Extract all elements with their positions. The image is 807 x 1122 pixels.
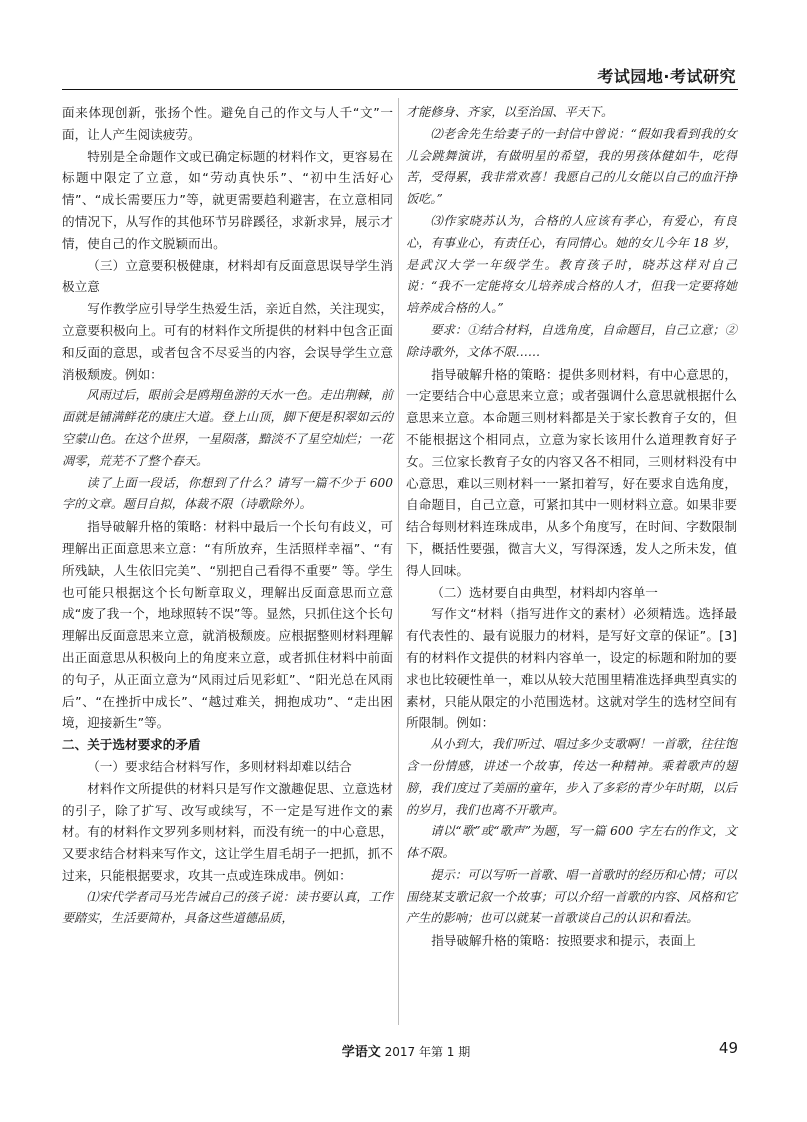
quoted-material: ⑵老舍先生给妻子的一封信中曾说：“假如我看到我的女儿会跳舞演讲，有做明星的希望，我的男孩体健如牛，吃得苦，受得累，我非常欢喜！我愿自己的儿女能以自己的血汗挣饭吃。” [406,126,737,207]
quoted-material: 从小到大，我们听过、唱过多少支歌啊！一首歌，往往饱含一份情感，讲述一个故事，传达一种精神。乘着歌声的翅膀，我们度过了美丽的童年，步入了多彩的青少年时期，以后的岁月，我们也离不开歌声。 [406,737,737,817]
quoted-material: ⑶作家晓苏认为，合格的人应该有孝心，有爱心，有良心，有事业心，有责任心，有同情心。她的女儿今年 18 岁，是武汉大学一年级学生。教育孩子时，晓苏这样对自己说：“我不一定能将女儿培养成合格的人才，但我一定要将她培养成合格的人。” [406,213,737,316]
quoted-prompt: 请以“歌”或“歌声”为题，写一篇 600 字左右的作文，文体不限。 [406,824,737,861]
subheading: （三）立意要积极健康，材料却有反面意思误导学生消极立意 [62,257,393,295]
paragraph: 写作教学应引导学生热爱生活，亲近自然，关注现实，立意要积极向上。可有的材料作文所提供的材料中包含正面和反面的意思，或者包含不尽妥当的内容，会误导学生立意消极颓废。例如： [62,301,393,382]
quoted-hint: 提示：可以写听一首歌、唱一首歌时的经历和心情；可以围绕某支歌记叙一个故事；可以介绍一首歌的内容、风格和它产生的影响；也可以就某一首歌谈自己的认识和看法。 [406,867,737,926]
quoted-material: 才能修身、齐家，以至治国、平天下。 [406,105,614,119]
subheading: （二）选材要自由典型，材料却内容单一 [431,584,658,600]
section-heading: 二、关于选材要求的矛盾 [62,737,201,753]
paragraph: 写作文“材料（指写进作文的素材）必须精选。选择最有代表性的、最有说服力的材料，是写好文章的保证”。[3] 有的材料作文提供的材料内容单一，设定的标题和附加的要求也比较硬性单一，难以从较大范围里精准选择典型真实的素材，只能从限定的小范围选材。这就对学生的选材空间有所限制。例如： [406,606,737,731]
journal-section-header: 考试园地·考试研究 [597,67,736,86]
paragraph: 指导破解升格的策略：材料中最后一个长句有歧义，可理解出正面意思来立意：“有所放弃，生活照样幸福”、“有所残缺，人生依旧完美”、“别把自己看得不重要” 等。学生也可能只根据这个长句断章取义，理解出反面意思而立意成“废了我一个，地球照转不误”等。显然，只抓住这个长句理解出反面意思来立意，就消极颓废。应根据整则材料理解出正面意思从积极向上的角度来立意，或者抓住材料中前面的句子，从正面立意为“风雨过后见彩虹”、“阳光总在风雨后”、“在挫折中成长”、“越过难关，拥抱成功”、“走出困境，迎接新生”等。 [62,519,393,731]
paragraph: 面来体现创新，张扬个性。避免自己的作文与人千“文”一面，让人产生阅读疲劳。 [62,105,393,142]
quoted-prompt: 读了上面一段话，你想到了什么？请写一篇不少于 600 字的文章。题目自拟，体裁不限（诗歌除外）。 [62,475,393,512]
paragraph: 指导破解升格的策略：提供多则材料，有中心意思的，一定要结合中心意思来立意；或者强调什么意思就根据什么意思来立意。本命题三则材料都是关于家长教育子女的，但不能根据这个相同点，立意为家长该用什么道理教育好子女。三位家长教育子女的内容又各不相同，三则材料没有中心意思，难以三则材料一一紧扣着写，好在要求自选角度，自命题目，自己立意，可紧扣其中一则材料立意。如果非要结合每则材料连珠成串，从多个角度写，在时间、字数限制下，概括性要强，微言大义，写得深透，发人之所未发，值得人回味。 [406,366,737,578]
quoted-material: 风雨过后，眼前会是鸥翔鱼游的天水一色。走出荆棘，前面就是铺满鲜花的康庄大道。登上山顶，脚下便是积翠如云的空蒙山色。在这个世界，一星陨落，黯淡不了星空灿烂；一花凋零，荒芜不了整个春天。 [62,388,393,468]
paragraph: 特别是全命题作文或已确定标题的材料作文，更容易在标题中限定了立意，如“劳动真快乐”、“初中生活好心情”、“成长需要压力”等，就更需要趋利避害，在立意相同的情况下，从写作的其他环节另辟蹊径，求新求异，展示才情，使自己的作文脱颖而出。 [62,148,393,251]
issue-label: 2017 年第 1 期 [384,1045,471,1059]
quoted-material: ⑴宋代学者司马光告诫自己的孩子说：读书要认真，工作要踏实，生活要简朴，具备这些道德品质， [62,889,393,926]
footer-issue [336,1041,476,1060]
page-number: 49 [718,1039,738,1057]
quoted-requirements: 要求：①结合材料，自选角度，自命题目，自己立意；②除诗歌外，文体不限…… [406,322,737,359]
header-rule [62,89,738,90]
paragraph: 材料作文所提供的材料只是写作文激趣促思、立意选材的引子，除了扩写、改写或续写，不一定是写进作文的素材。有的材料作文罗列多则材料，而没有统一的中心意思，又要求结合材料来写作文，这让学生眉毛胡子一把抓，抓不过来，只能根据要求，攻其一点或连珠成串。例如： [62,780,393,883]
right-column [406,102,737,952]
magazine-name: 学语文 [341,1045,381,1060]
paragraph: 指导破解升格的策略：按照要求和提示，表面上 [431,933,696,949]
subheading: （一）要求结合材料写作，多则材料却难以结合 [87,758,352,774]
left-column [62,102,393,930]
column-divider [398,98,399,1025]
